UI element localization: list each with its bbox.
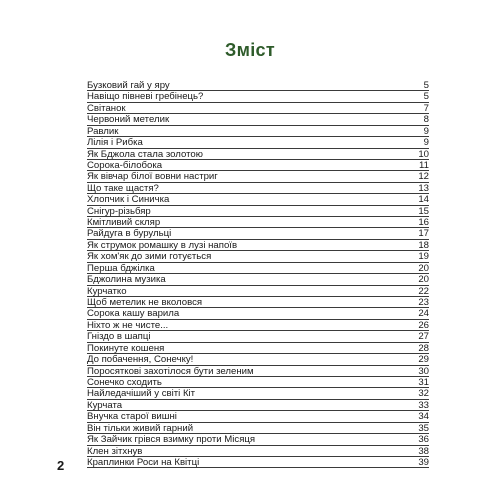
toc-entry <box>87 194 429 205</box>
toc-entry-page: 22 <box>418 285 429 297</box>
toc-entry-title: Сорока-білобока <box>87 159 163 171</box>
toc-entry-title: Лілія і Рибка <box>87 137 143 149</box>
toc-entry-title: Світанок <box>87 102 126 114</box>
table-of-contents <box>87 80 429 468</box>
toc-entry-page: 18 <box>418 239 429 251</box>
toc-entry <box>87 446 429 457</box>
toc-entry-title: Ніхто ж не чисте... <box>87 319 169 331</box>
toc-entry <box>87 274 429 285</box>
toc-entry-title: Покинуте кошеня <box>87 342 165 354</box>
toc-entry-title: Він тільки живий гарний <box>87 422 194 434</box>
page-number: 2 <box>57 458 65 473</box>
toc-entry-title: Червоний метелик <box>87 114 170 126</box>
toc-entry-page: 11 <box>419 159 429 171</box>
toc-entry-title: Як струмок ромашку в лузі напоїв <box>87 239 238 251</box>
toc-entry-page: 30 <box>418 365 429 377</box>
page-title: Зміст <box>225 40 275 60</box>
toc-entry-page: 14 <box>418 194 429 206</box>
toc-entry-page: 12 <box>418 171 429 183</box>
toc-entry-title: Райдуга в бурульці <box>87 228 172 240</box>
toc-entry <box>87 297 429 308</box>
toc-entry <box>87 80 429 91</box>
toc-entry <box>87 91 429 102</box>
toc-entry-page: 8 <box>423 114 429 126</box>
toc-entry-page: 39 <box>418 456 429 468</box>
toc-entry-title: Курчатко <box>87 285 127 297</box>
toc-entry-title: Як хом'як до зими готується <box>87 251 212 263</box>
toc-entry-page: 36 <box>418 434 429 446</box>
toc-entry-page: 26 <box>418 319 429 331</box>
toc-entry-title: Гніздо в шапці <box>87 331 151 343</box>
toc-entry <box>87 366 429 377</box>
toc-entry <box>87 183 429 194</box>
toc-entry <box>87 308 429 319</box>
toc-entry <box>87 137 429 148</box>
toc-entry <box>87 171 429 182</box>
toc-entry <box>87 206 429 217</box>
toc-entry <box>87 400 429 411</box>
toc-entry <box>87 320 429 331</box>
toc-entry <box>87 434 429 445</box>
toc-entry-title: Внучка старої вишні <box>87 411 177 423</box>
toc-entry-title: Клен зітхнув <box>87 445 143 457</box>
toc-entry <box>87 377 429 388</box>
toc-entry-title: Перша бджілка <box>87 262 155 274</box>
toc-entry-page: 32 <box>418 388 429 400</box>
toc-entry-page: 19 <box>418 251 429 263</box>
toc-entry-page: 7 <box>423 102 429 114</box>
toc-entry <box>87 114 429 125</box>
toc-entry-title: Бджолина музика <box>87 274 166 286</box>
toc-entry <box>87 263 429 274</box>
toc-entry <box>87 423 429 434</box>
toc-entry-page: 28 <box>418 342 429 354</box>
toc-entry-title: Як Зайчик грівся взимку проти Місяця <box>87 434 256 446</box>
toc-entry-title: Що таке щастя? <box>87 182 159 194</box>
toc-entry-title: Як Бджола стала золотою <box>87 148 203 160</box>
toc-entry <box>87 149 429 160</box>
toc-entry-page: 23 <box>418 297 429 309</box>
toc-entry-title: Поросяткові захотілося бути зеленим <box>87 365 254 377</box>
toc-entry-page: 24 <box>418 308 429 320</box>
toc-entry-page: 31 <box>418 376 429 388</box>
toc-entry-page: 27 <box>418 331 429 343</box>
toc-entry <box>87 388 429 399</box>
toc-entry-title: Сорока кашу варила <box>87 308 180 320</box>
toc-entry <box>87 286 429 297</box>
toc-entry-title: До побачення, Сонечку! <box>87 354 194 366</box>
toc-entry <box>87 343 429 354</box>
toc-entry <box>87 240 429 251</box>
toc-entry <box>87 457 429 468</box>
toc-entry-page: 20 <box>418 274 429 286</box>
toc-entry-page: 34 <box>418 411 429 423</box>
toc-entry-title: Равлик <box>87 125 119 137</box>
toc-entry-title: Бузковий гай у яру <box>87 80 170 91</box>
toc-entry <box>87 331 429 342</box>
toc-entry-title: Хлопчик і Синичка <box>87 194 170 206</box>
toc-entry-page: 29 <box>418 354 429 366</box>
toc-entry-page: 9 <box>423 125 429 137</box>
toc-entry-page: 16 <box>418 217 429 229</box>
toc-entry-title: Сонечко сходить <box>87 376 162 388</box>
toc-entry-page: 17 <box>418 228 429 240</box>
toc-entry-title: Краплинки Роси на Квітці <box>87 456 200 468</box>
toc-entry-title: Щоб метелик не вколовся <box>87 297 203 309</box>
toc-entry <box>87 103 429 114</box>
toc-entry <box>87 411 429 422</box>
toc-entry <box>87 228 429 239</box>
toc-entry-page: 38 <box>418 445 429 457</box>
toc-entry <box>87 251 429 262</box>
toc-entry <box>87 160 429 171</box>
toc-entry-title: Курчата <box>87 399 123 411</box>
toc-entry <box>87 217 429 228</box>
toc-entry-page: 13 <box>418 182 429 194</box>
toc-entry-title: Як вівчар білої вовни настриг <box>87 171 218 183</box>
toc-entry-title: Найледачіший у світі Кіт <box>87 388 196 400</box>
toc-entry-title: Снігур-різьбяр <box>87 205 151 217</box>
toc-entry <box>87 354 429 365</box>
toc-entry-page: 35 <box>418 422 429 434</box>
toc-entry-page: 15 <box>418 205 429 217</box>
toc-entry-page: 33 <box>418 399 429 411</box>
toc-entry-page: 5 <box>423 91 429 103</box>
toc-entry <box>87 126 429 137</box>
toc-entry-page: 20 <box>418 262 429 274</box>
toc-entry-page: 9 <box>423 137 429 149</box>
toc-entry-page: 10 <box>418 148 429 160</box>
toc-entry-title: Кмітливий скляр <box>87 217 161 229</box>
toc-entry-title: Навіщо півневі гребінець? <box>87 91 204 103</box>
toc-entry-page: 5 <box>423 80 429 91</box>
